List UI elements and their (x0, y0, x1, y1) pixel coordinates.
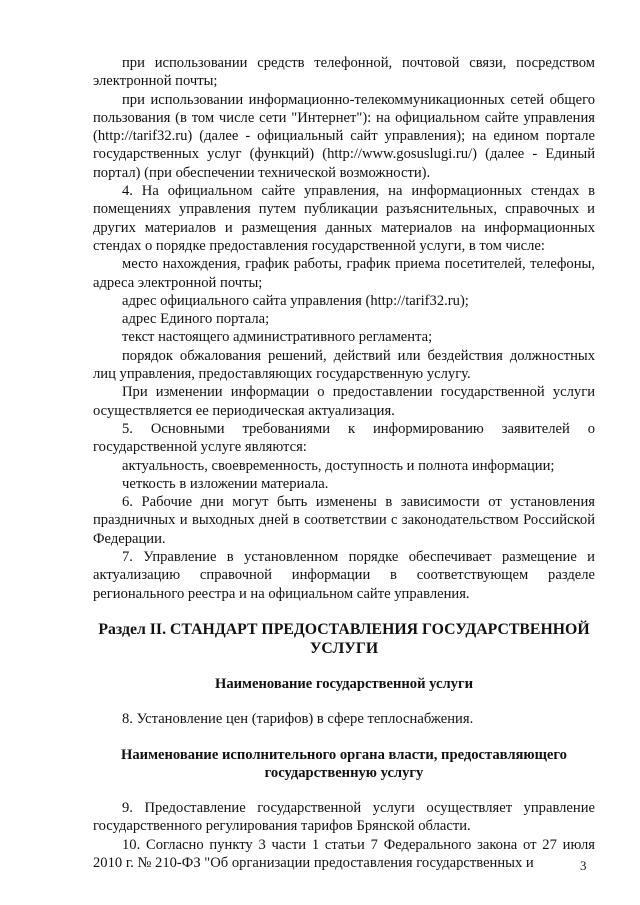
paragraph-phone-mail: при использовании средств телефонной, почтовой связи, посредством электронной почты; (93, 55, 595, 90)
paragraph-appeal-procedure: порядок обжалования решений, действий или бездействия должностных лиц управления, предоставляющих государственную услугу. (93, 347, 595, 383)
section-heading: Раздел II. СТАНДАРТ ПРЕДОСТАВЛЕНИЯ ГОСУДАРСТВЕННОЙ УСЛУГИ (98, 620, 590, 657)
paragraph-7: 7. Управление в установленном порядке обеспечивает размещение и актуализацию справочной информации в соответствующем разделе регионального реестра и на официальном сайте управления. (93, 549, 595, 602)
paragraph-relevance: актуальность, своевременность, доступность и полнота информации; (122, 457, 555, 474)
paragraph-6: 6. Рабочие дни могут быть изменены в зависимости от установления праздничных и выходных дней в соответствии с законодательством Российской Федерации. (93, 494, 595, 547)
subheading-authority: Наименование исполнительного органа власти, предоставляющего государственную услугу (121, 746, 567, 781)
paragraph-regulation-text: текст настоящего административного регламента; (122, 329, 433, 346)
paragraph-5: 5. Основными требованиями к информированию заявителей о государственной услуге являются: (93, 420, 595, 456)
paragraph-10: 10. Согласно пункту 3 части 1 статьи 7 Федерального закона от 27 июля 2010 г. № 210-ФЗ "Об организации предоставления государственных и (93, 836, 595, 871)
page-number: 3 (580, 858, 587, 873)
paragraph-update-info: При изменении информации о предоставлении государственной услуги осуществляется ее периодическая актуализация. (93, 384, 595, 419)
paragraph-8: 8. Установление цен (тарифов) в сфере теплоснабжения. (122, 711, 474, 728)
paragraph-location-schedule: место нахождения, график работы, график приема посетителей, телефоны, адреса электронной почты; (93, 256, 595, 291)
paragraph-4: 4. На официальном сайте управления, на информационных стендах в помещениях управления путем публикации разъяснительных, справочных и других материалов и размещения данных материалов на информационных стендах о порядке предоставления государственной услуги, в том числе: (93, 183, 595, 254)
paragraph-site-address: адрес официального сайта управления (http://tarif32.ru); (122, 292, 469, 309)
paragraph-clarity: четкость в изложении материала. (122, 475, 329, 492)
subheading-service-name: Наименование государственной услуги (215, 675, 473, 692)
paragraph-internet: при использовании информационно-телекоммуникационных сетей общего пользования (в том числе сети "Интернет"): на официальном сайте управления (http://tarif32.ru) (далее - официальный сайт управления); на едином портале государственных услуг (функций) (http://www.gosuslugi.ru/) (далее - Единый портал) (при обеспечении технической возможности). (93, 91, 595, 181)
document-body (93, 54, 595, 872)
paragraph-portal-address: адрес Единого портала; (122, 311, 270, 328)
paragraph-9: 9. Предоставление государственной услуги осуществляет управление государственного регулирования тарифов Брянской области. (93, 800, 595, 835)
